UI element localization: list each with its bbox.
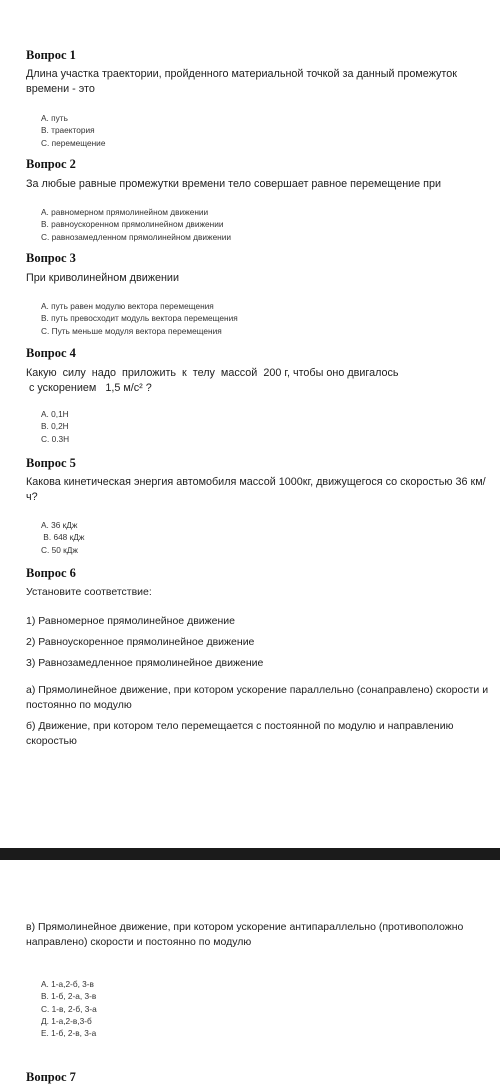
- answer-option: А. равномерном прямолинейном движении: [41, 207, 209, 217]
- answer-option: А. путь равен модулю вектора перемещения: [41, 301, 214, 311]
- answer-option: С. 1-в, 2-б, 3-а: [41, 1003, 97, 1014]
- question-5-text: Какова кинетическая энергия автомобиля массой 1000кг, движущегося со скоростью 36 км/ч?: [26, 476, 486, 503]
- answer-option: Д. 1-а,2-в,3-б: [41, 1015, 92, 1026]
- match-option-v: в) Прямолинейное движение, при котором ускорение антипараллельно (противоположно направлено) скорости и постоянно по модулю: [26, 921, 464, 948]
- question-4-text-line-1: Какую силу надо приложить к телу массой 200 г, чтобы оно двигалось: [26, 367, 399, 379]
- answer-option: В. 648 кДж: [41, 532, 85, 543]
- question-1-title: Вопрос 1: [26, 48, 76, 62]
- answer-option: В. траектория: [41, 125, 95, 136]
- answer-option: С. перемещение: [41, 137, 106, 148]
- answer-option: В. 0,2Н: [41, 421, 69, 432]
- question-7-title: Вопрос 7: [26, 1070, 76, 1084]
- question-4-title: Вопрос 4: [26, 346, 76, 360]
- answer-option: А. 1-а,2-б, 3-в: [41, 979, 94, 989]
- question-6-instruction: Установите соответствие:: [26, 586, 152, 598]
- answer-option: В. равноускоренном прямолинейном движении: [41, 219, 224, 230]
- answer-option: А. путь: [41, 113, 68, 123]
- question-1-answers: [41, 112, 105, 149]
- question-4-text: [26, 366, 496, 396]
- question-3-answers: [41, 300, 238, 337]
- question-5-answers: [41, 519, 84, 556]
- answer-option: А. 36 кДж: [41, 520, 78, 530]
- match-item-2: 2) Равноускоренное прямолинейное движение: [26, 636, 255, 648]
- page-divider: [0, 848, 500, 860]
- question-6-title: Вопрос 6: [26, 566, 76, 580]
- question-2-answers: [41, 206, 231, 243]
- answer-option: В. путь превосходит модуль вектора перемещения: [41, 313, 238, 324]
- match-item-1: 1) Равномерное прямолинейное движение: [26, 615, 236, 627]
- match-option-b: б) Движение, при котором тело перемещается с постоянной по модулю и направлению скоростью: [26, 720, 454, 747]
- answer-option: В. 1-б, 2-а, 3-в: [41, 991, 97, 1002]
- answer-option: С. 50 кДж: [41, 544, 78, 555]
- question-3-title: Вопрос 3: [26, 251, 76, 265]
- match-option-a: а) Прямолинейное движение, при котором ускорение параллельно (сонаправлено) скорости и постоянно по модулю: [26, 684, 489, 711]
- answer-option: Е. 1-б, 2-в, 3-а: [41, 1028, 97, 1039]
- answer-option: С. равнозамедленном прямолинейном движении: [41, 231, 232, 242]
- question-4-text-line-2: с ускорением 1,5 м/с² ?: [26, 382, 152, 394]
- question-6-answers: [41, 978, 97, 1039]
- question-1-text: Длина участка траектории, пройденного материальной точкой за данный промежуток времени - это: [26, 68, 457, 95]
- question-2-text: За любые равные промежутки времени тело совершает равное перемещение при: [26, 178, 442, 190]
- question-2-title: Вопрос 2: [26, 157, 76, 171]
- question-3-text: При криволинейном движении: [26, 272, 179, 284]
- document-page-bottom: [0, 860, 500, 1083]
- answer-option: С. Путь меньше модуля вектора перемещения: [41, 325, 222, 336]
- answer-option: А. 0,1Н: [41, 409, 69, 419]
- question-4-answers: [41, 408, 69, 445]
- match-item-3: 3) Равнозамедленное прямолинейное движение: [26, 657, 264, 669]
- question-5-title: Вопрос 5: [26, 456, 76, 470]
- answer-option: С. 0.3Н: [41, 433, 70, 444]
